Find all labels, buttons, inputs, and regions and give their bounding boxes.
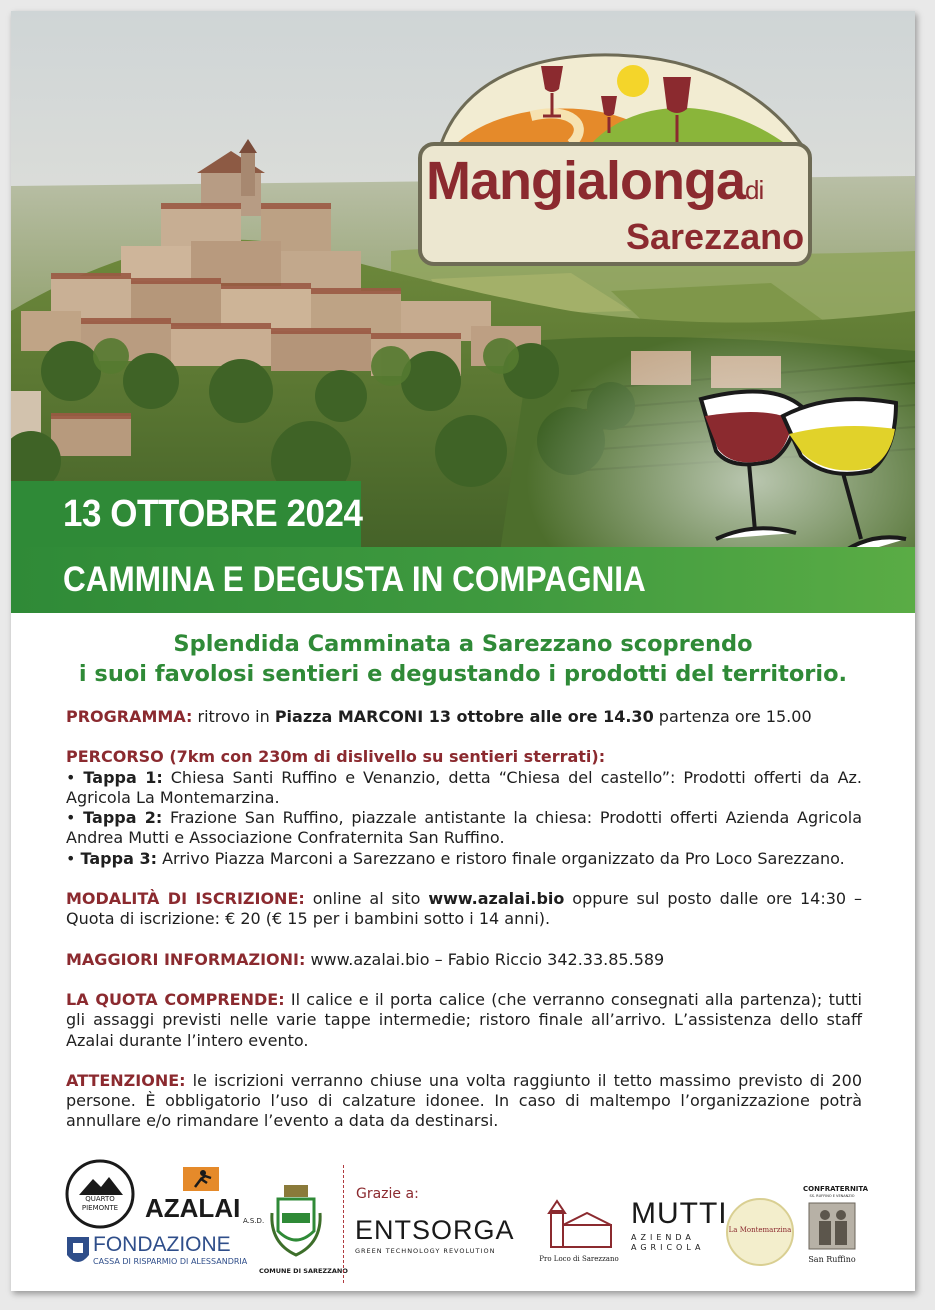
- section-attenzione: ATTENZIONE: le iscrizioni verranno chiuse una volta raggiunto il tetto massimo previsto di 200 persone. È obbligatorio l’uso di calzature idonee. In caso di maltempo l’organizzazione potrà annullare e/o rimandare l’evento a data da destinarsi.: [66, 1070, 862, 1131]
- poster: [11, 11, 915, 1291]
- intro-line-1: Splendida Camminata a Sarezzano scoprendo: [173, 631, 753, 657]
- confraternita-logo: CONFRATERNITA SS. RUFFINO E VENANZIO San Ruffino: [803, 1185, 869, 1264]
- iscrizione-label: MODALITÀ DI ISCRIZIONE:: [66, 889, 305, 909]
- informazioni-label: MAGGIORI INFORMAZIONI:: [66, 949, 306, 969]
- event-details: [66, 707, 862, 1152]
- section-percorso: [66, 747, 862, 869]
- coat-of-arms-icon: [266, 1183, 326, 1261]
- attenzione-label: ATTENZIONE:: [66, 1070, 186, 1090]
- hero-photo: [11, 11, 915, 613]
- website-link[interactable]: www.azalai.bio: [428, 889, 565, 909]
- section-iscrizione: MODALITÀ DI ISCRIZIONE: online al sito www.azalai.bio oppure sul posto dalle ore 14:30 – Quota di iscrizione: € 20 (€ 15 per i bambini sotto i 14 anni).: [66, 889, 862, 929]
- proloco-logo: Pro Loco di Sarezzano: [533, 1199, 625, 1269]
- date-banner: [11, 481, 361, 547]
- section-programma: PROGRAMMA: ritrovo in Piazza MARCONI 13 ottobre alle ore 14.30 partenza ore 15.00: [66, 707, 812, 726]
- entsorga-logo: ENTSORGA GREEN TECHNOLOGY REVOLUTION: [355, 1215, 515, 1255]
- quarto-piemonte-icon: [65, 1159, 135, 1229]
- slogan-banner: [11, 547, 915, 613]
- event-date: 13 OTTOBRE 2024: [63, 492, 363, 535]
- church-icon: [539, 1199, 619, 1251]
- sponsor-divider: [343, 1165, 344, 1283]
- percorso-label: PERCORSO (7km con 230m di dislivello su sentieri sterrati):: [66, 747, 606, 767]
- grazie-label: Grazie a:: [356, 1186, 419, 1202]
- comune-logo: COMUNE DI SAREZZANO: [259, 1183, 333, 1279]
- quota-label: LA QUOTA COMPRENDE:: [66, 989, 285, 1009]
- tappa-item: • Tappa 3: Arrivo Piazza Marconi a Sarezzano e ristoro finale organizzato da Pro Loco Sarezzano.: [66, 848, 845, 868]
- montemarzina-logo: La Montemarzina: [725, 1197, 795, 1267]
- saint-icon: [807, 1201, 857, 1251]
- runner-icon: [181, 1165, 221, 1193]
- logo-title: [420, 144, 810, 264]
- tappa-item: • Tappa 2: Frazione San Ruffino, piazzale antistante la chiesa: Prodotti offerti Azienda Agricola Andrea Mutti e Associazione Confraternita San Ruffino.: [66, 808, 863, 848]
- tappa-item: • Tappa 1: Chiesa Santi Ruffino e Venanzio, detta “Chiesa del castello”: Prodotti offerti da Az. Agricola La Montemarzina.: [66, 767, 863, 807]
- logo-subtitle: Sarezzano: [626, 216, 805, 257]
- fondazione-logo: FONDAZIONE CASSA DI RISPARMIO DI ALESSANDRIA: [65, 1233, 265, 1273]
- mutti-logo: MUTTI AZIENDA AGRICOLA: [631, 1197, 728, 1252]
- slogan: CAMMINA E DEGUSTA IN COMPAGNIA: [63, 560, 646, 599]
- section-quota: LA QUOTA COMPRENDE: Il calice e il porta calice (che verranno consegnati alla partenza); tutti gli assaggi previsti nelle varie tappe intermedie; ristoro finale all’arrivo. L’assistenza dello staff Azalai durante l’intero evento.: [66, 989, 862, 1050]
- logo-main-text: Mangialongadi: [426, 151, 764, 211]
- intro-line-2: i suoi favolosi sentieri e degustando i prodotti del territorio.: [78, 661, 848, 687]
- section-informazioni: MAGGIORI INFORMAZIONI: www.azalai.bio – Fabio Riccio 342.33.85.589: [66, 949, 665, 969]
- quarto-piemonte-logo: QUARTO PIEMONTE: [65, 1159, 135, 1229]
- azalai-logo: AZALAI A.S.D.: [145, 1165, 255, 1231]
- sponsor-logos: [11, 1151, 915, 1291]
- fondazione-icon: [65, 1235, 91, 1269]
- intro-text: [11, 629, 915, 689]
- programma-label: PROGRAMMA:: [66, 707, 193, 726]
